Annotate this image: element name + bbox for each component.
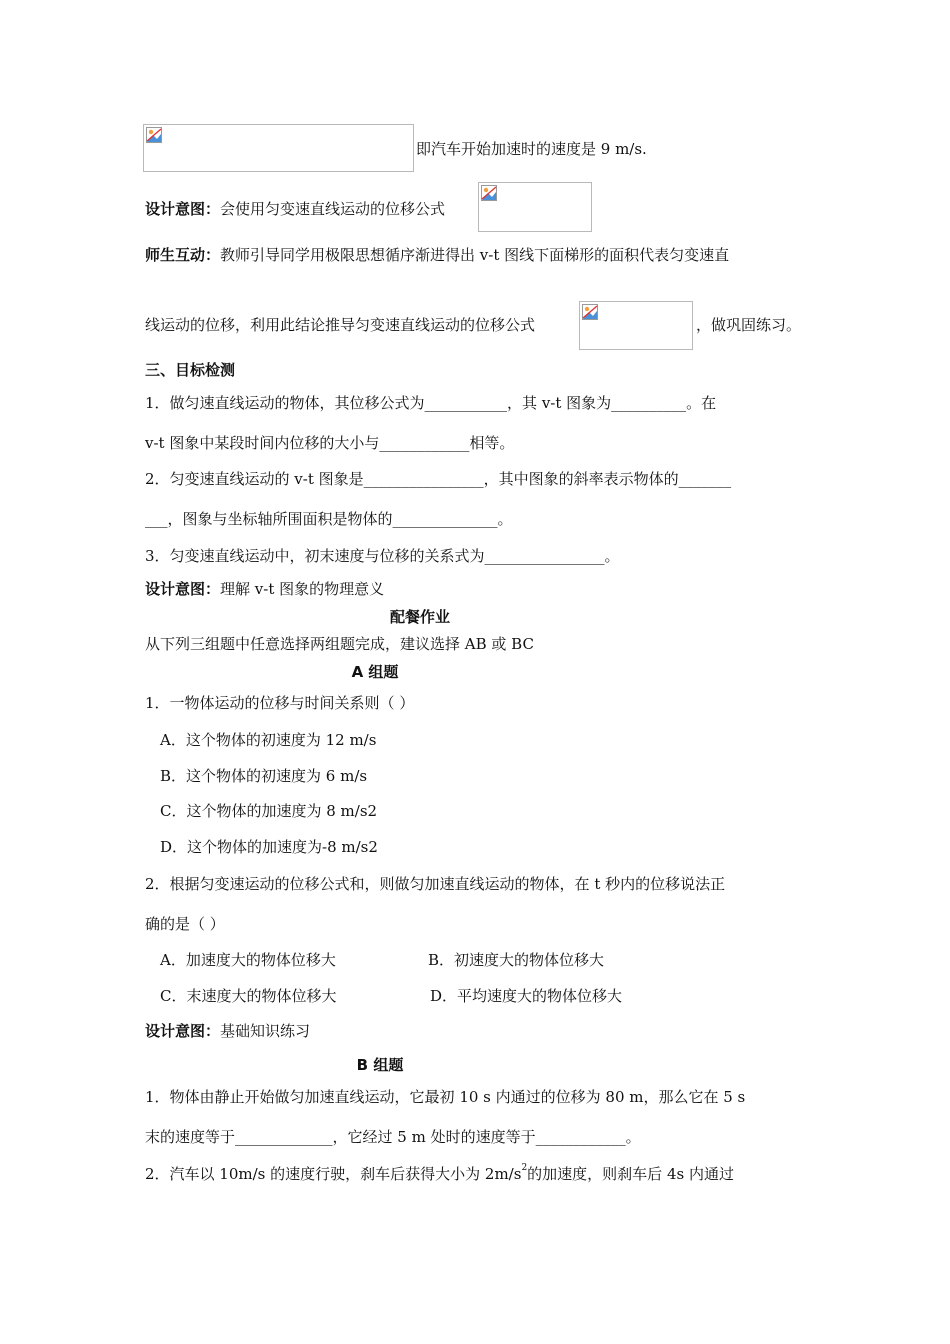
design-intent-label: 设计意图： <box>145 580 221 598</box>
b-q2-text-end: 的加速度，则刹车后 4s 内通过 <box>527 1165 734 1183</box>
b-q2-text-start: 2．汽车以 10m/s 的速度行驶，刹车后获得大小为 2m/s <box>145 1165 522 1183</box>
broken-image-icon <box>582 304 598 320</box>
interaction-label: 师生互动： <box>145 246 221 264</box>
a-question-2-line-2: 确的是（ ） <box>145 915 225 933</box>
formula-image-3 <box>579 301 693 350</box>
section-heading-3: 三、目标检测 <box>145 361 236 379</box>
design-intent-3 <box>145 1021 310 1041</box>
design-intent-label: 设计意图： <box>145 200 221 218</box>
group-b-heading: B 组题 <box>356 1056 404 1074</box>
a-q1-option-c: C．这个物体的加速度为 8 m/s2 <box>160 802 378 820</box>
design-intent-text: 理解 v-t 图象的物理意义 <box>220 580 385 598</box>
question-1-line-1: 1．做匀速直线运动的物体，其位移公式为___________，其 v-t 图象为__________。在 <box>145 394 717 412</box>
question-2-line-1: 2．匀变速直线运动的 v-t 图象是________________，其中图象的斜率表示物体的_______ <box>145 470 732 488</box>
a-q1-option-a: A．这个物体的初速度为 12 m/s <box>160 731 377 749</box>
question-1-line-2: v-t 图象中某段时间内位移的大小与____________相等。 <box>145 434 515 452</box>
a-q2-option-b: B．初速度大的物体位移大 <box>428 951 605 969</box>
formula-image-2 <box>478 182 592 232</box>
question-2-line-2: ___，图象与坐标轴所围面积是物体的______________。 <box>145 510 513 528</box>
b-question-1-line-1: 1．物体由静止开始做匀加速直线运动，它最初 10 s 内通过的位移为 80 m，那么它在 5 s <box>145 1088 746 1106</box>
b-question-2 <box>145 1164 734 1184</box>
a-q2-option-a: A．加速度大的物体位移大 <box>160 951 336 969</box>
question-3: 3．匀变速直线运动中，初末速度与位移的关系式为________________。 <box>145 547 620 565</box>
homework-title: 配餐作业 <box>389 608 450 626</box>
interaction-tail: ，做巩固练习。 <box>696 316 802 334</box>
interaction-continuation: 线运动的位移，利用此结论推导匀变速直线运动的位移公式 <box>145 316 536 334</box>
homework-intro: 从下列三组题中任意选择两组题完成，建议选择 AB 或 BC <box>145 635 534 653</box>
a-q1-option-b: B．这个物体的初速度为 6 m/s <box>160 767 368 785</box>
interaction-text: 教师引导同学用极限思想循序渐进得出 v-t 图线下面梯形的面积代表匀变速直 <box>220 246 730 264</box>
broken-image-icon <box>146 127 162 143</box>
design-intent-2 <box>145 579 384 599</box>
broken-image-icon <box>481 185 497 201</box>
a-question-2-line-1: 2．根据匀变速运动的位移公式和，则做匀加速直线运动的物体，在 t 秒内的位移说法正 <box>145 875 726 893</box>
group-a-heading: A 组题 <box>351 663 399 681</box>
a-q1-option-d: D．这个物体的加速度为-8 m/s2 <box>160 838 378 856</box>
design-intent-1 <box>145 199 445 219</box>
design-intent-text: 会使用匀变速直线运动的位移公式 <box>220 200 446 218</box>
b-q2-superscript: 2 <box>521 1163 528 1173</box>
speed-result-text: 即汽车开始加速时的速度是 9 m/s. <box>416 140 647 158</box>
a-question-1: 1．一物体运动的位移与时间关系则（ ） <box>145 694 415 712</box>
b-question-1-line-2: 末的速度等于_____________，它经过 5 m 处时的速度等于____________。 <box>145 1128 641 1146</box>
a-q2-option-c: C．末速度大的物体位移大 <box>160 987 337 1005</box>
teacher-student-interaction <box>145 245 729 265</box>
a-q2-option-d: D．平均速度大的物体位移大 <box>430 987 623 1005</box>
formula-image-1 <box>143 124 414 172</box>
design-intent-text: 基础知识练习 <box>220 1022 311 1040</box>
design-intent-label: 设计意图： <box>145 1022 221 1040</box>
